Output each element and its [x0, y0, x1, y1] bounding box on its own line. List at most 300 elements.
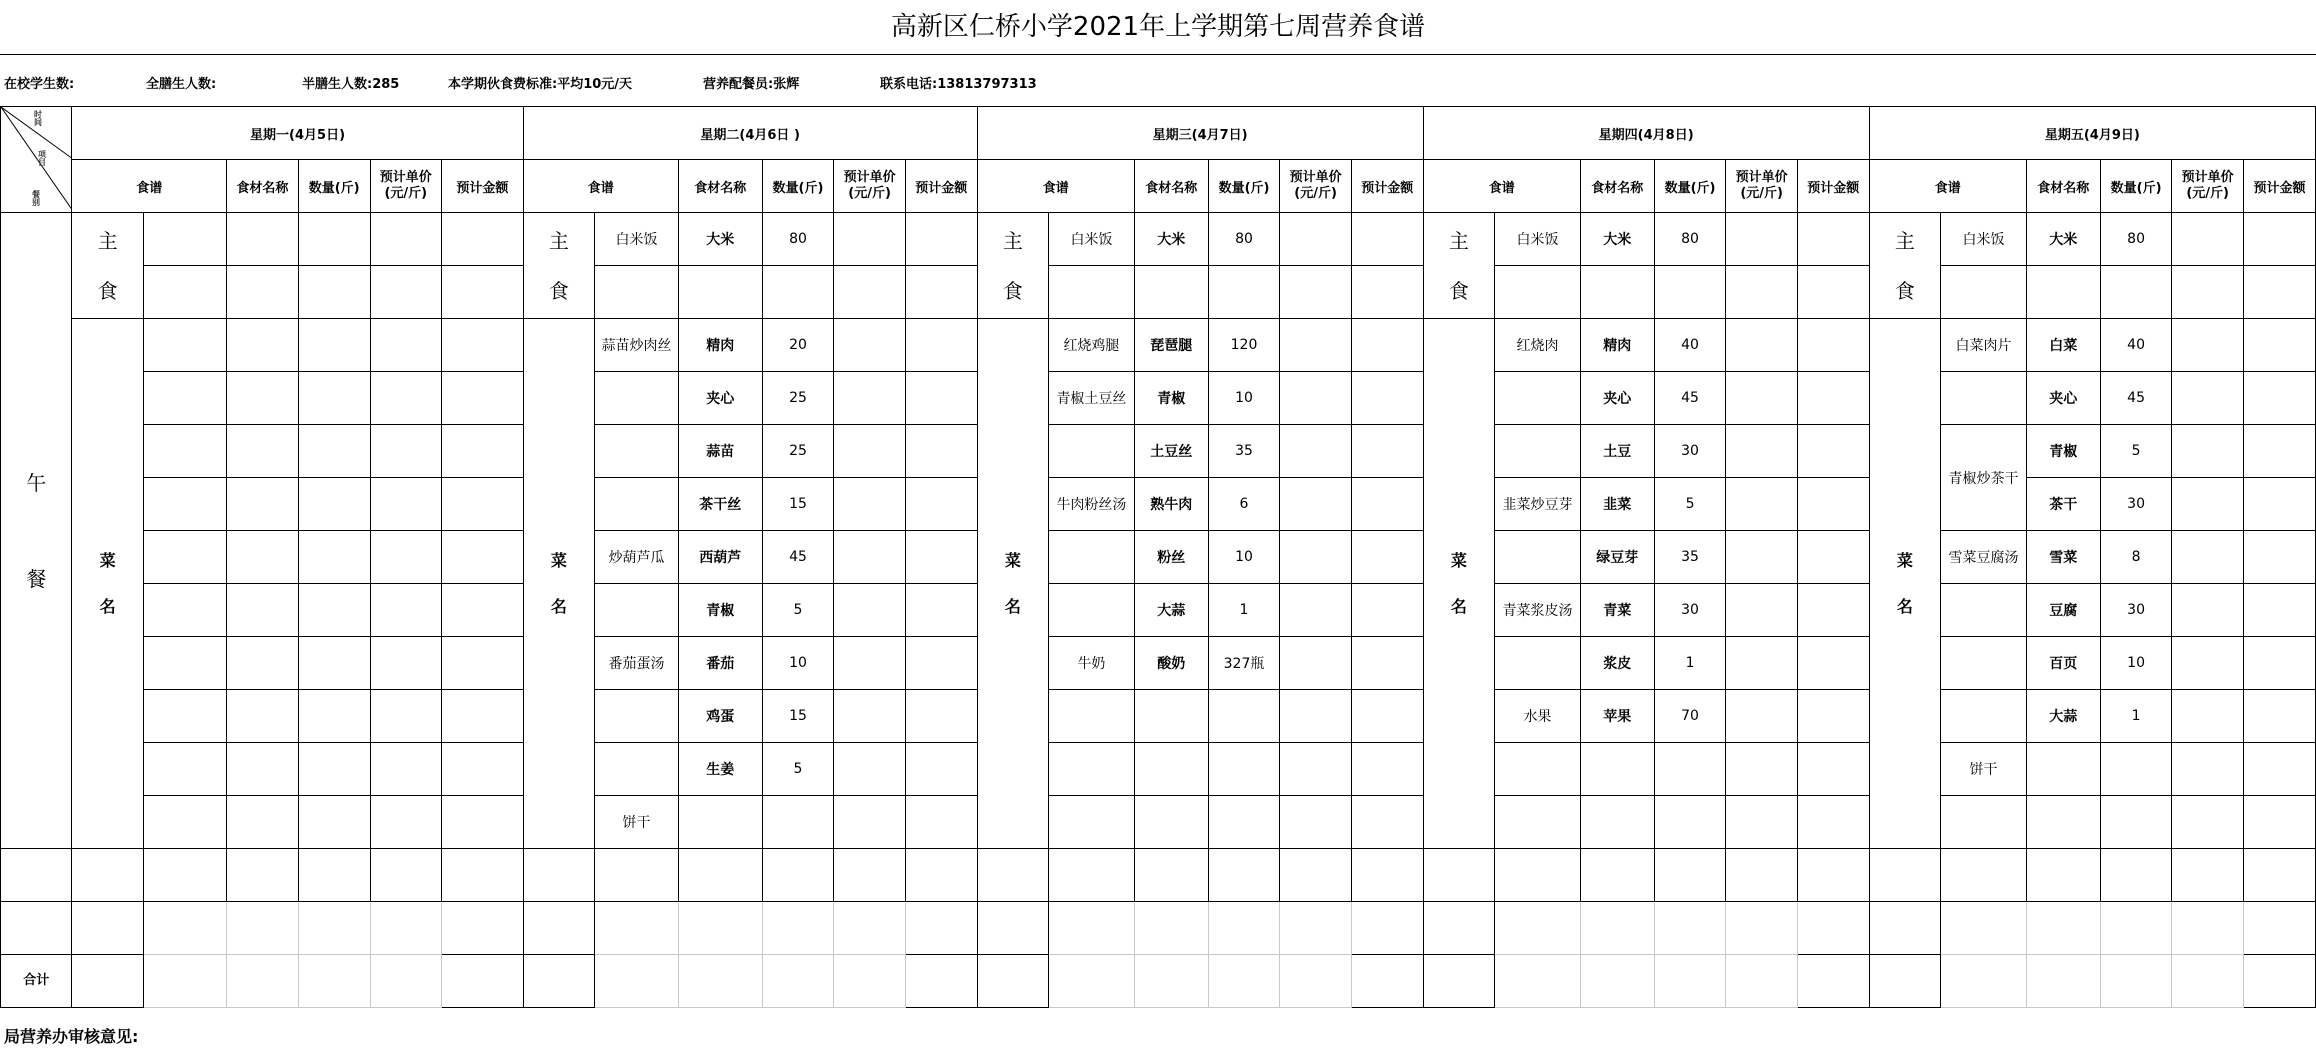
amount-header: 预计金额	[905, 160, 977, 213]
empty-cell	[678, 955, 762, 1008]
dish-label-tue	[523, 319, 594, 849]
menu-table	[0, 106, 2316, 1008]
table-row	[1, 425, 2316, 478]
ingredient-cell: 鸡蛋	[678, 690, 762, 743]
staple-char-2: 食	[1002, 278, 1023, 303]
recipe-cell	[595, 690, 679, 743]
table-row	[1, 266, 2316, 319]
quantity-header: 数量(斤)	[762, 160, 834, 213]
amount-cell	[1797, 690, 1869, 743]
table-row	[1, 637, 2316, 690]
quantity-cell: 8	[2100, 531, 2172, 584]
quantity-cell: 5	[1654, 478, 1726, 531]
ingredient-header: 食材名称	[2026, 160, 2100, 213]
amount-cell	[442, 266, 524, 319]
empty-cell	[595, 849, 679, 902]
empty-cell	[595, 902, 679, 955]
price-cell	[1280, 531, 1351, 584]
ingredient-header: 食材名称	[226, 160, 298, 213]
empty-cell	[1280, 849, 1351, 902]
recipe-cell	[1495, 266, 1581, 319]
table-row	[1, 690, 2316, 743]
amount-cell	[905, 690, 977, 743]
price-cell	[1726, 266, 1797, 319]
quantity-cell: 5	[762, 743, 834, 796]
ingredient-cell	[226, 796, 298, 849]
amount-cell	[442, 796, 524, 849]
recipe-cell: 青椒土豆丝	[1049, 372, 1135, 425]
ingredient-cell	[2026, 796, 2100, 849]
empty-cell	[2243, 955, 2315, 1008]
price-cell	[370, 637, 441, 690]
price-cell	[370, 796, 441, 849]
empty-cell	[72, 902, 143, 955]
price-cell	[1726, 743, 1797, 796]
quantity-cell	[298, 372, 370, 425]
price-cell	[834, 743, 905, 796]
price-cell	[834, 213, 905, 266]
quantity-cell: 80	[1654, 213, 1726, 266]
empty-cell	[523, 955, 594, 1008]
quantity-cell: 40	[1654, 319, 1726, 372]
empty-cell	[1580, 955, 1654, 1008]
empty-cell	[762, 955, 834, 1008]
recipe-cell: 牛奶	[1049, 637, 1135, 690]
quantity-cell: 80	[1208, 213, 1280, 266]
quantity-cell	[298, 319, 370, 372]
empty-cell	[678, 849, 762, 902]
ingredient-cell: 茶干	[2026, 478, 2100, 531]
quantity-cell: 10	[2100, 637, 2172, 690]
empty-cell	[1797, 955, 1869, 1008]
total-text: 合计	[23, 973, 50, 988]
ingredient-cell: 粉丝	[1134, 531, 1208, 584]
recipe-cell	[143, 743, 226, 796]
amount-cell	[1797, 796, 1869, 849]
ingredient-header: 食材名称	[1134, 160, 1208, 213]
ingredient-cell	[2026, 743, 2100, 796]
quantity-cell: 30	[2100, 584, 2172, 637]
empty-cell	[1049, 955, 1135, 1008]
price-cell	[2172, 319, 2243, 372]
recipe-cell	[143, 319, 226, 372]
empty-cell	[1280, 955, 1351, 1008]
recipe-cell: 韭菜炒豆芽	[1495, 478, 1581, 531]
amount-cell	[1797, 425, 1869, 478]
quantity-cell: 6	[1208, 478, 1280, 531]
price-cell	[834, 372, 905, 425]
ingredient-cell	[678, 796, 762, 849]
dish-label-wed	[977, 319, 1048, 849]
quantity-cell: 80	[762, 213, 834, 266]
recipe-header: 食谱	[977, 160, 1134, 213]
table-row	[1, 743, 2316, 796]
price-cell	[370, 478, 441, 531]
table-row	[1, 372, 2316, 425]
ingredient-cell	[226, 637, 298, 690]
ingredient-cell: 百页	[2026, 637, 2100, 690]
ingredient-cell: 琵琶腿	[1134, 319, 1208, 372]
amount-cell	[1351, 425, 1423, 478]
empty-cell	[143, 955, 226, 1008]
empty-cell	[143, 849, 226, 902]
amount-cell	[2243, 637, 2315, 690]
price-cell	[1280, 584, 1351, 637]
ingredient-cell: 青椒	[1134, 372, 1208, 425]
price-cell	[2172, 637, 2243, 690]
recipe-cell: 白菜肉片	[1941, 319, 2027, 372]
amount-cell	[1351, 213, 1423, 266]
empty-cell	[762, 902, 834, 955]
empty-cell	[1423, 955, 1494, 1008]
recipe-cell: 番茄蛋汤	[595, 637, 679, 690]
recipe-cell	[1941, 584, 2027, 637]
ingredient-cell: 雪菜	[2026, 531, 2100, 584]
quantity-cell: 20	[762, 319, 834, 372]
price-cell	[370, 690, 441, 743]
ingredient-cell: 茶干丝	[678, 478, 762, 531]
quantity-cell	[298, 531, 370, 584]
price-cell	[1280, 425, 1351, 478]
empty-cell	[1941, 849, 2027, 902]
info-bar	[0, 54, 2316, 107]
staple-char-1: 主	[1002, 228, 1023, 253]
empty-cell	[1869, 955, 1940, 1008]
amount-cell	[442, 531, 524, 584]
ingredient-cell: 苹果	[1580, 690, 1654, 743]
recipe-cell	[595, 478, 679, 531]
price-cell	[1726, 213, 1797, 266]
empty-cell	[1726, 902, 1797, 955]
empty-cell	[1580, 849, 1654, 902]
empty-cell	[226, 955, 298, 1008]
empty-cell	[72, 955, 143, 1008]
quantity-cell: 45	[2100, 372, 2172, 425]
price-cell	[1280, 690, 1351, 743]
empty-cell	[370, 849, 441, 902]
recipe-cell	[1049, 425, 1135, 478]
empty-cell	[370, 955, 441, 1008]
empty-cell	[1654, 902, 1726, 955]
empty-cell	[298, 902, 370, 955]
ingredient-cell: 白菜	[2026, 319, 2100, 372]
amount-cell	[2243, 372, 2315, 425]
quantity-cell: 15	[762, 478, 834, 531]
recipe-cell	[1495, 372, 1581, 425]
ingredient-cell	[1134, 796, 1208, 849]
amount-cell	[1351, 531, 1423, 584]
empty-cell	[523, 902, 594, 955]
price-cell	[2172, 425, 2243, 478]
amount-cell	[905, 637, 977, 690]
amount-cell	[905, 319, 977, 372]
quantity-cell	[2100, 743, 2172, 796]
recipe-cell	[1495, 796, 1581, 849]
meal-label	[1, 213, 72, 849]
amount-cell	[905, 796, 977, 849]
empty-cell	[226, 849, 298, 902]
recipe-cell	[1495, 743, 1581, 796]
amount-cell	[1797, 584, 1869, 637]
empty-cell	[442, 849, 524, 902]
amount-cell	[442, 319, 524, 372]
recipe-cell	[595, 584, 679, 637]
amount-cell	[905, 478, 977, 531]
quantity-cell	[298, 690, 370, 743]
ingredient-cell: 精肉	[1580, 319, 1654, 372]
staple-char-2: 食	[1894, 278, 1915, 303]
ingredient-cell: 大米	[1134, 213, 1208, 266]
ingredient-cell: 酸奶	[1134, 637, 1208, 690]
quantity-cell	[1654, 796, 1726, 849]
ingredient-cell: 夹心	[2026, 372, 2100, 425]
dish-char-1: 菜	[1896, 550, 1913, 570]
empty-cell	[370, 902, 441, 955]
empty-cell	[977, 902, 1048, 955]
recipe-cell: 牛肉粉丝汤	[1049, 478, 1135, 531]
empty-cell	[72, 849, 143, 902]
quantity-cell	[298, 425, 370, 478]
recipe-cell: 红烧鸡腿	[1049, 319, 1135, 372]
price-cell	[2172, 372, 2243, 425]
amount-cell	[1351, 266, 1423, 319]
corner-meal: 餐别	[32, 190, 40, 207]
empty-cell	[143, 902, 226, 955]
table-row	[1, 902, 2316, 955]
empty-cell	[1869, 902, 1940, 955]
recipe-cell: 水果	[1495, 690, 1581, 743]
price-cell	[2172, 743, 2243, 796]
quantity-cell: 40	[2100, 319, 2172, 372]
empty-cell	[1280, 902, 1351, 955]
staple-label-thu	[1423, 213, 1494, 319]
amount-cell	[1797, 266, 1869, 319]
day-header-fri: 星期五(4月9日)	[1869, 107, 2315, 160]
empty-cell	[762, 849, 834, 902]
ingredient-header: 食材名称	[678, 160, 762, 213]
amount-cell	[2243, 425, 2315, 478]
price-cell	[2172, 213, 2243, 266]
recipe-cell	[143, 637, 226, 690]
empty-cell	[2100, 849, 2172, 902]
empty-cell	[1495, 955, 1581, 1008]
ingredient-cell: 豆腐	[2026, 584, 2100, 637]
quantity-cell	[298, 796, 370, 849]
empty-cell	[523, 849, 594, 902]
price-cell	[370, 531, 441, 584]
quantity-cell: 45	[1654, 372, 1726, 425]
amount-cell	[1351, 796, 1423, 849]
amount-cell	[905, 743, 977, 796]
amount-cell	[442, 478, 524, 531]
recipe-cell: 青椒炒茶干	[1941, 425, 2027, 531]
empty-cell	[442, 902, 524, 955]
price-cell	[370, 213, 441, 266]
amount-header: 预计金额	[2243, 160, 2315, 213]
staple-label-tue	[523, 213, 594, 319]
empty-cell	[1726, 955, 1797, 1008]
quantity-cell	[1208, 796, 1280, 849]
recipe-cell	[595, 266, 679, 319]
ingredient-cell	[226, 266, 298, 319]
quantity-cell: 30	[1654, 584, 1726, 637]
ingredient-cell: 青椒	[678, 584, 762, 637]
empty-cell	[1134, 902, 1208, 955]
empty-cell	[1654, 849, 1726, 902]
price-cell	[1280, 372, 1351, 425]
recipe-cell	[1941, 690, 2027, 743]
empty-cell	[1797, 902, 1869, 955]
empty-cell	[2243, 902, 2315, 955]
quantity-cell: 1	[1654, 637, 1726, 690]
quantity-cell: 1	[2100, 690, 2172, 743]
amount-cell	[442, 637, 524, 690]
quantity-cell: 15	[762, 690, 834, 743]
quantity-cell	[1654, 743, 1726, 796]
dish-char-2: 名	[550, 596, 567, 616]
empty-cell	[977, 955, 1048, 1008]
recipe-cell	[1049, 584, 1135, 637]
amount-cell	[442, 372, 524, 425]
amount-cell	[1351, 372, 1423, 425]
ingredient-cell: 青菜	[1580, 584, 1654, 637]
staple-char-2: 食	[548, 278, 569, 303]
empty-cell	[1495, 849, 1581, 902]
empty-cell	[1351, 849, 1423, 902]
price-cell	[2172, 478, 2243, 531]
price-cell	[370, 584, 441, 637]
price-cell	[834, 266, 905, 319]
quantity-cell: 5	[2100, 425, 2172, 478]
quantity-cell	[298, 584, 370, 637]
empty-cell	[1797, 849, 1869, 902]
table-row	[1, 584, 2316, 637]
recipe-cell: 青菜浆皮汤	[1495, 584, 1581, 637]
table-row	[1, 531, 2316, 584]
day-header-tue: 星期二(4月6日 )	[523, 107, 977, 160]
review-footer	[0, 1008, 2316, 1061]
corner-time: 时间	[34, 110, 42, 127]
ingredient-cell: 大蒜	[1134, 584, 1208, 637]
recipe-cell	[595, 425, 679, 478]
blank-cell	[1, 849, 72, 902]
empty-cell	[1208, 902, 1280, 955]
amount-cell	[1351, 478, 1423, 531]
recipe-cell: 白米饭	[1941, 213, 2027, 266]
empty-cell	[2172, 849, 2243, 902]
ingredient-cell: 大米	[1580, 213, 1654, 266]
staple-char-2: 食	[1448, 278, 1469, 303]
empty-cell	[1726, 849, 1797, 902]
price-header: 预计单价(元/斤)	[1726, 160, 1797, 213]
ingredient-cell	[678, 266, 762, 319]
amount-cell	[1797, 531, 1869, 584]
recipe-cell: 白米饭	[595, 213, 679, 266]
empty-cell	[834, 849, 905, 902]
empty-cell	[1654, 955, 1726, 1008]
full-board-count: 全膳生人数:	[146, 77, 217, 92]
amount-cell	[1797, 743, 1869, 796]
quantity-cell: 30	[1654, 425, 1726, 478]
price-cell	[1280, 637, 1351, 690]
amount-cell	[2243, 213, 2315, 266]
staple-char-1: 主	[1894, 228, 1915, 253]
table-row	[1, 319, 2316, 372]
recipe-cell	[1495, 637, 1581, 690]
price-cell	[1726, 478, 1797, 531]
price-header: 预计单价(元/斤)	[2172, 160, 2243, 213]
recipe-cell	[1941, 796, 2027, 849]
price-cell	[834, 531, 905, 584]
dish-label-mon	[72, 319, 143, 849]
ingredient-cell	[2026, 266, 2100, 319]
contact-phone: 联系电话:13813797313	[880, 77, 1037, 92]
empty-cell	[2172, 902, 2243, 955]
price-cell	[370, 266, 441, 319]
recipe-cell	[143, 690, 226, 743]
amount-header: 预计金额	[1351, 160, 1423, 213]
amount-cell	[1351, 584, 1423, 637]
table-row	[1, 849, 2316, 902]
table-row	[1, 955, 2316, 1008]
corner-item: 项目	[38, 150, 46, 167]
ingredient-cell	[226, 743, 298, 796]
recipe-cell	[143, 266, 226, 319]
empty-cell	[1580, 902, 1654, 955]
recipe-cell	[143, 213, 226, 266]
empty-cell	[834, 955, 905, 1008]
half-board-count: 半膳生人数:285	[302, 77, 400, 92]
recipe-cell	[595, 743, 679, 796]
ingredient-cell: 土豆丝	[1134, 425, 1208, 478]
ingredient-header: 食材名称	[1580, 160, 1654, 213]
amount-cell	[1351, 637, 1423, 690]
recipe-cell	[1941, 637, 2027, 690]
dish-char-2: 名	[1450, 596, 1467, 616]
amount-cell	[2243, 266, 2315, 319]
quantity-cell	[2100, 266, 2172, 319]
ingredient-cell: 青椒	[2026, 425, 2100, 478]
amount-cell	[1351, 690, 1423, 743]
price-cell	[1726, 531, 1797, 584]
ingredient-cell	[226, 213, 298, 266]
empty-cell	[595, 955, 679, 1008]
quantity-header: 数量(斤)	[1654, 160, 1726, 213]
recipe-cell: 红烧肉	[1495, 319, 1581, 372]
price-header: 预计单价(元/斤)	[834, 160, 905, 213]
empty-cell	[298, 955, 370, 1008]
staple-label-fri	[1869, 213, 1940, 319]
empty-cell	[1049, 849, 1135, 902]
recipe-header: 食谱	[1869, 160, 2026, 213]
staple-label-mon	[72, 213, 143, 319]
amount-cell	[1797, 213, 1869, 266]
empty-cell	[1134, 955, 1208, 1008]
empty-cell	[1941, 902, 2027, 955]
amount-cell	[905, 531, 977, 584]
quantity-cell: 327瓶	[1208, 637, 1280, 690]
amount-cell	[442, 584, 524, 637]
amount-header: 预计金额	[1797, 160, 1869, 213]
recipe-cell	[1495, 425, 1581, 478]
recipe-cell	[1049, 743, 1135, 796]
empty-cell	[1423, 849, 1494, 902]
price-cell	[1280, 743, 1351, 796]
quantity-cell: 30	[2100, 478, 2172, 531]
amount-cell	[905, 584, 977, 637]
empty-cell	[905, 849, 977, 902]
amount-cell	[2243, 690, 2315, 743]
